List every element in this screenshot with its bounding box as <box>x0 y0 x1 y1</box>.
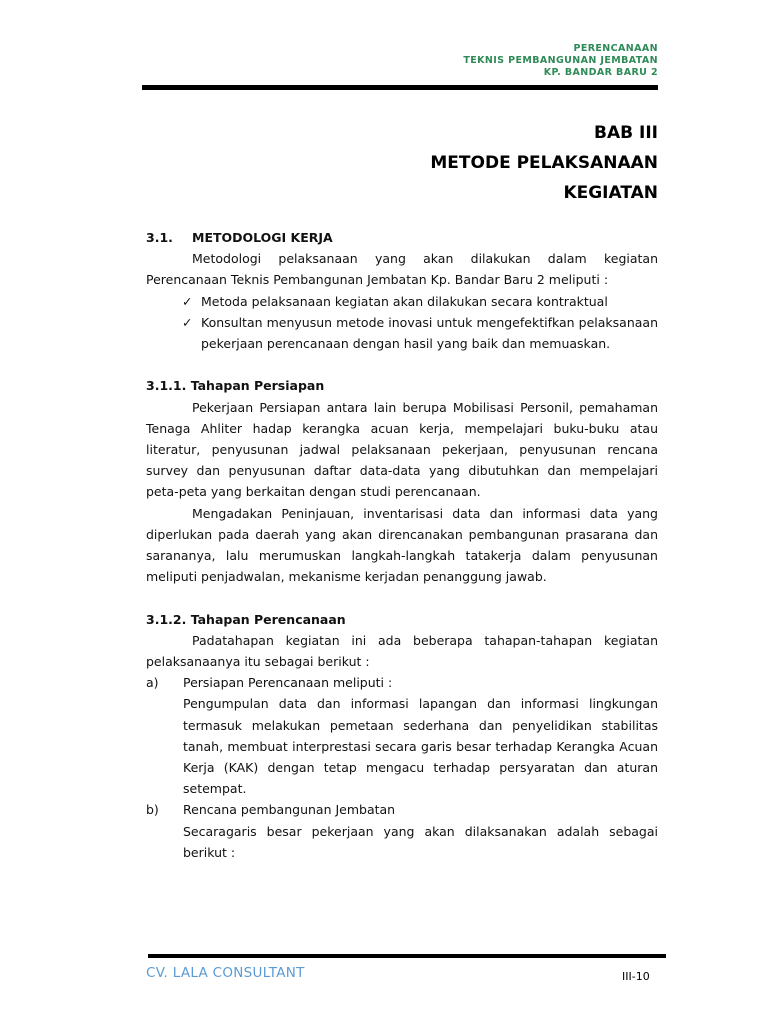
check-icon: ✓ <box>182 314 193 330</box>
list-item <box>146 291 658 312</box>
list-item-text: Konsultan menyusun metode inovasi untuk mengefektifkan pelaksanaan pekerjaan perencanaan dengan hasil yang baik dan memuaskan. <box>201 314 658 352</box>
item-label: b) <box>146 802 159 818</box>
spacer <box>146 354 658 375</box>
item-title: Persiapan Perencanaan meliputi : <box>183 675 393 691</box>
section-intro-paragraph: Metodologi pelaksanaan yang akan dilakukan dalam kegiatan Perencanaan Teknis Pembangunan Jembatan Kp. Bandar Baru 2 meliputi : <box>146 251 658 288</box>
header-divider <box>142 85 658 90</box>
item-body: Pengumpulan data dan informasi lapangan dan informasi lingkungan termasuk melakukan pemetaan sederhana dan penyelidikan stabilitas tanah, membuat interprestasi secara garis besar terhadap Kerangka Acuan Kerja (KAK) dengan tetap mengacu terhadap persyaratan dan aturan setempat. <box>183 696 658 797</box>
document-body <box>146 227 658 863</box>
list-item <box>146 312 658 354</box>
page-number: III-10 <box>622 970 650 983</box>
running-header <box>463 43 658 79</box>
spacer <box>146 587 658 608</box>
item-label: a) <box>146 675 159 691</box>
check-icon: ✓ <box>182 293 193 309</box>
chapter-title-line-1: METODE PELAKSANAAN <box>430 153 658 173</box>
header-line-2: TEKNIS PEMBANGUNAN JEMBATAN <box>463 55 658 66</box>
footer-company-name: CV. LALA CONSULTANT <box>146 965 305 981</box>
section-number: 3.1. <box>146 230 173 245</box>
lettered-item <box>146 799 658 820</box>
item-title: Rencana pembangunan Jembatan <box>183 802 396 818</box>
chapter-heading <box>430 118 658 208</box>
lettered-item <box>146 672 658 693</box>
paragraph: Padatahapan kegiatan ini ada beberapa tahapan-tahapan kegiatan pelaksanaanya itu sebagai berikut : <box>146 632 658 670</box>
footer-divider <box>148 954 666 958</box>
list-item-text: Metoda pelaksanaan kegiatan akan dilakukan secara kontraktual <box>201 293 608 309</box>
section-title: METODOLOGI KERJA <box>192 230 333 245</box>
section-heading-3-1 <box>146 227 658 248</box>
item-body: Secaragaris besar pekerjaan yang akan dilaksanakan adalah sebagai berikut : <box>183 823 658 860</box>
section-heading-3-1-2: 3.1.2. Tahapan Perencanaan <box>146 611 346 627</box>
paragraph: Mengadakan Peninjauan, inventarisasi data dan informasi data yang diperlukan pada daerah yang akan direncanakan pembangunan prasarana dan sarananya, lalu merumuskan langkah-langkah tatakerja dalam penyusunan meliputi penjadwalan, mekanisme kerjadan penanggung jawab. <box>146 505 658 585</box>
chapter-number: BAB III <box>594 123 658 143</box>
chapter-title-line-2: KEGIATAN <box>563 183 658 203</box>
header-line-1: PERENCANAAN <box>573 43 658 54</box>
paragraph: Pekerjaan Persiapan antara lain berupa Mobilisasi Personil, pemahaman Tenaga Ahliter hadap kerangka acuan kerja, mempelajari buku-buku atau literatur, penyusunan jadwal pelaksanaan pekerjaan, penyusunan rencana survey dan penyusunan daftar data-data yang dibutuhkan dan mempelajari peta-peta yang berkaitan dengan studi perencanaan. <box>146 399 658 500</box>
header-line-3: KP. BANDAR BARU 2 <box>543 67 658 78</box>
section-heading-3-1-1: 3.1.1. Tahapan Persiapan <box>146 378 325 394</box>
